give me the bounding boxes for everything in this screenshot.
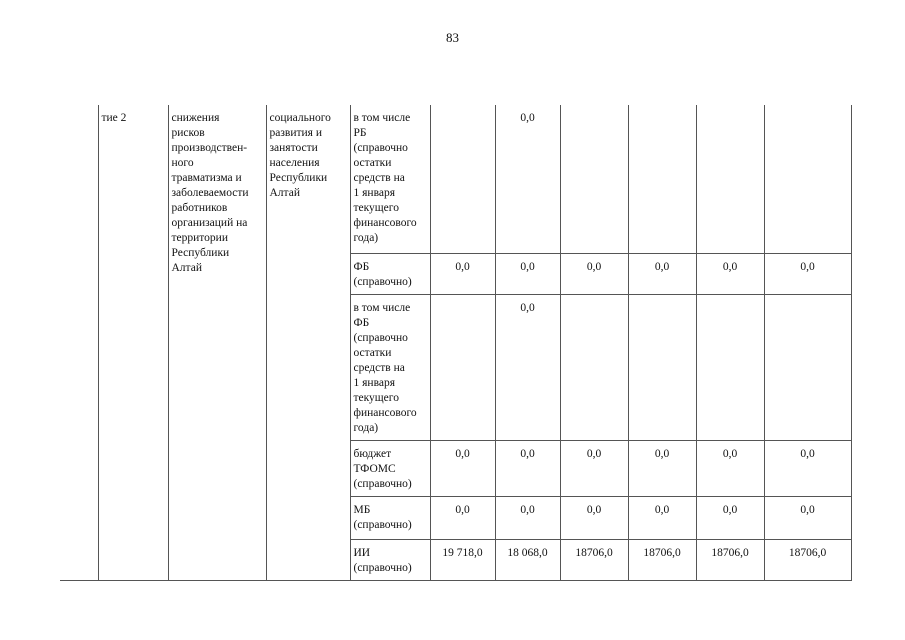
value-cell: 0,0 bbox=[696, 496, 764, 539]
source-cell: в том числе ФБ (справочно остатки средств на 1 января текущего финансового года) bbox=[350, 294, 430, 440]
value-cell bbox=[560, 105, 628, 253]
source-cell: ИИ (справочно) bbox=[350, 539, 430, 580]
value-cell bbox=[628, 105, 696, 253]
value-cell bbox=[430, 105, 495, 253]
value-cell: 19 718,0 bbox=[430, 539, 495, 580]
blank-cell bbox=[60, 105, 98, 580]
table-body bbox=[60, 105, 851, 580]
value-cell: 18706,0 bbox=[696, 539, 764, 580]
source-cell: МБ (справочно) bbox=[350, 496, 430, 539]
value-cell: 0,0 bbox=[560, 496, 628, 539]
value-cell: 0,0 bbox=[696, 253, 764, 294]
value-cell: 0,0 bbox=[495, 294, 560, 440]
value-cell: 0,0 bbox=[430, 440, 495, 496]
executor-cell: социального развития и занятости населения Республики Алтай bbox=[266, 105, 350, 580]
value-cell: 0,0 bbox=[764, 440, 851, 496]
value-cell bbox=[560, 294, 628, 440]
value-cell: 0,0 bbox=[430, 496, 495, 539]
value-cell bbox=[628, 294, 696, 440]
value-cell: 0,0 bbox=[495, 440, 560, 496]
value-cell: 0,0 bbox=[628, 496, 696, 539]
value-cell bbox=[764, 105, 851, 253]
value-cell: 0,0 bbox=[764, 253, 851, 294]
budget-table bbox=[60, 105, 852, 581]
value-cell: 0,0 bbox=[560, 253, 628, 294]
event-name-cell: снижения рисков производствен- ного травматизма и заболеваемости работников организаций на территории Республики Алтай bbox=[168, 105, 266, 580]
table-row bbox=[60, 105, 851, 253]
value-cell: 0,0 bbox=[495, 105, 560, 253]
value-cell: 18706,0 bbox=[764, 539, 851, 580]
source-cell: бюджет ТФОМС (справочно) bbox=[350, 440, 430, 496]
source-cell: ФБ (справочно) bbox=[350, 253, 430, 294]
value-cell: 0,0 bbox=[764, 496, 851, 539]
value-cell: 0,0 bbox=[560, 440, 628, 496]
page-number: 83 bbox=[446, 30, 459, 45]
value-cell: 0,0 bbox=[628, 440, 696, 496]
value-cell: 0,0 bbox=[495, 496, 560, 539]
value-cell: 18 068,0 bbox=[495, 539, 560, 580]
value-cell bbox=[696, 294, 764, 440]
value-cell: 0,0 bbox=[628, 253, 696, 294]
value-cell bbox=[430, 294, 495, 440]
row-number-cell: тие 2 bbox=[98, 105, 168, 580]
source-cell: в том числе РБ (справочно остатки средств на 1 января текущего финансового года) bbox=[350, 105, 430, 253]
value-cell bbox=[764, 294, 851, 440]
value-cell: 0,0 bbox=[430, 253, 495, 294]
value-cell: 0,0 bbox=[495, 253, 560, 294]
value-cell: 18706,0 bbox=[560, 539, 628, 580]
value-cell bbox=[696, 105, 764, 253]
value-cell: 0,0 bbox=[696, 440, 764, 496]
value-cell: 18706,0 bbox=[628, 539, 696, 580]
